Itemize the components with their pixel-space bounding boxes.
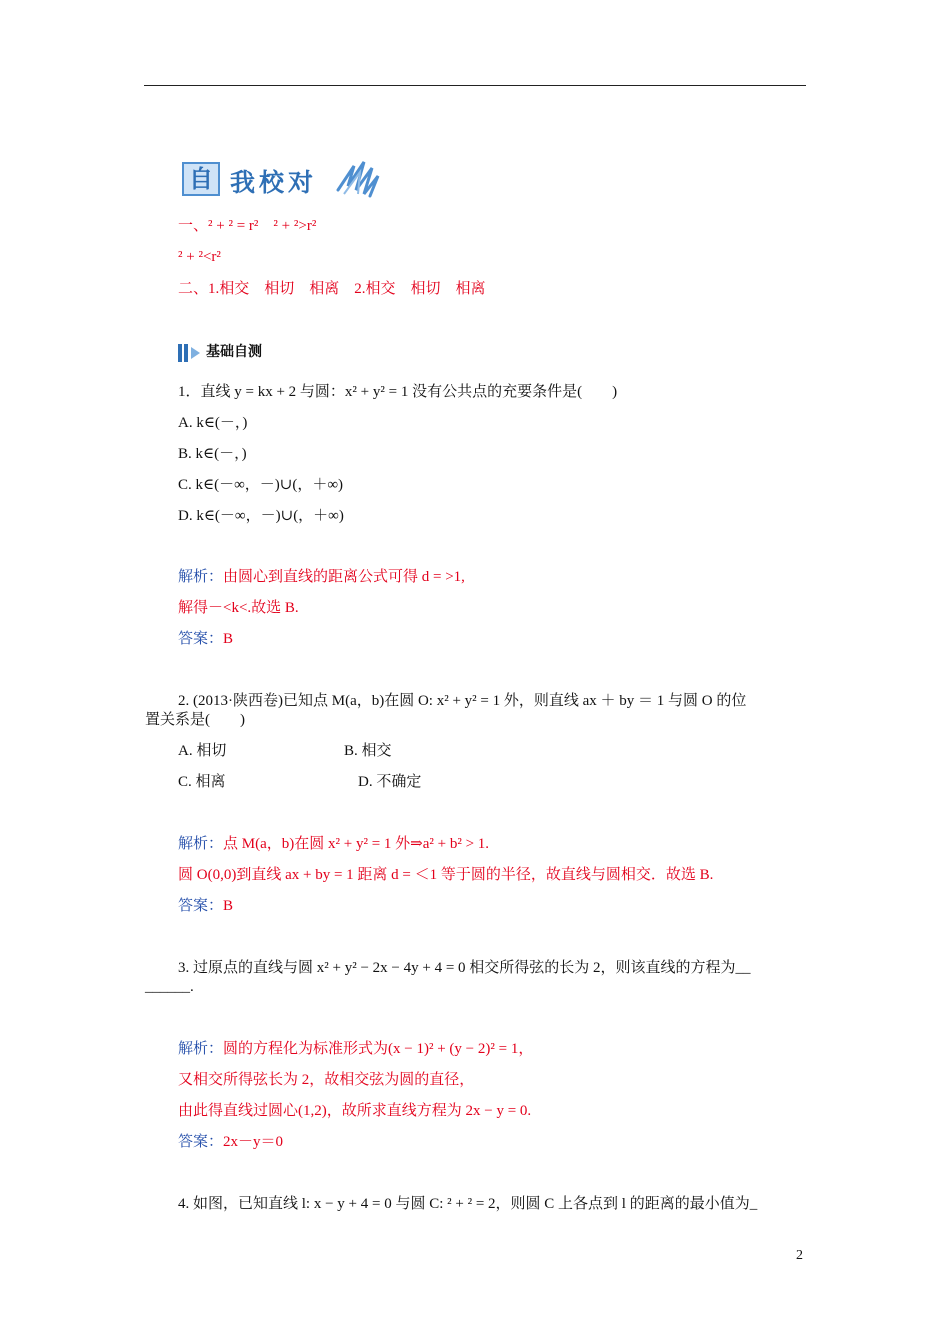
q3-stem-2: ______. [145,979,194,995]
q1-option-b: B. k∈(－，) [178,446,247,462]
q2-answer-label: 答案： [178,898,224,914]
q2-analysis-text: 点 M(a，b)在圆 x² + y² = 1 外⇒a² + b² > 1. [223,836,490,852]
q3-analysis-label: 解析： [178,1041,224,1057]
q1-analysis-2: 解得－<k<.故选 B. [178,600,299,616]
q2-analysis-label: 解析： [178,836,224,852]
q1-analysis-text: 由圆心到直线的距离公式可得 d = >1, [223,569,465,585]
logo-box-char: 自 [182,162,220,196]
q1-analysis-label: 解析： [178,569,224,585]
section-arrow-icon [178,344,204,362]
q3-answer [178,1132,283,1152]
section-logo [182,160,382,198]
answer-line-3: 二、1.相交 相切 相离 2.相交 相切 相离 [178,281,486,297]
logo-text: 我校对 [230,168,318,197]
q2-option-a: A. 相切 [178,743,227,759]
q2-option-b: B. 相交 [344,743,392,759]
q1-answer-value: B [223,631,234,647]
q1-stem: 1．直线 y = kx + 2 与圆：x² + y² = 1 没有公共点的充要条件是( ) [178,384,618,400]
q2-answer [178,896,233,916]
answer-line-1: 一、² + ² = r² ² + ²>r² [178,218,317,234]
q3-analysis-3: 由此得直线过圆心(1,2)，故所求直线方程为 2x − y = 0. [178,1103,532,1119]
q1-option-a: A. k∈(－，) [178,415,248,431]
section-title: 基础自测 [206,344,262,360]
q1-option-d: D. k∈(－∞，－)∪(，＋∞) [178,508,344,524]
page-number: 2 [796,1248,803,1263]
answer-line-2: ² + ²<r² [178,249,221,265]
q2-answer-value: B [223,898,234,914]
q2-analysis-2: 圆 O(0,0)到直线 ax + by = 1 距离 d = ＜1 等于圆的半径，故直线与圆相交．故选 B. [178,867,714,883]
q2-option-d: D. 不确定 [358,774,422,790]
q4-stem: 4. 如图，已知直线 l: x − y + 4 = 0 与圆 C: ² + ² = 2，则圆 C 上各点到 l 的距离的最小值为_ [178,1196,758,1212]
q3-analysis-2: 又相交所得弦长为 2，故相交弦为圆的直径， [178,1072,475,1088]
q1-analysis-1 [178,567,465,587]
q3-answer-value: 2x－y＝0 [223,1134,284,1150]
header-rule [144,85,806,86]
q1-answer [178,629,233,649]
splash-icon [334,160,382,198]
q2-stem-1: 2. (2013·陕西卷)已知点 M(a，b)在圆 O: x² + y² = 1 外，则直线 ax ＋ by ＝ 1 与圆 O 的位 [178,693,747,709]
q3-analysis-1 [178,1039,533,1059]
q1-option-c: C. k∈(－∞，－)∪(，＋∞) [178,477,344,493]
q1-answer-label: 答案： [178,631,224,647]
q3-stem-1: 3. 过原点的直线与圆 x² + y² − 2x − 4y + 4 = 0 相交所得弦的长为 2，则该直线的方程为__ [178,960,751,976]
q3-answer-label: 答案： [178,1134,224,1150]
q2-analysis-1 [178,834,489,854]
q3-analysis-text: 圆的方程化为标准形式为(x − 1)² + (y − 2)² = 1， [223,1041,534,1057]
q2-stem-2: 置关系是( ) [145,712,245,728]
q2-option-c: C. 相离 [178,774,226,790]
